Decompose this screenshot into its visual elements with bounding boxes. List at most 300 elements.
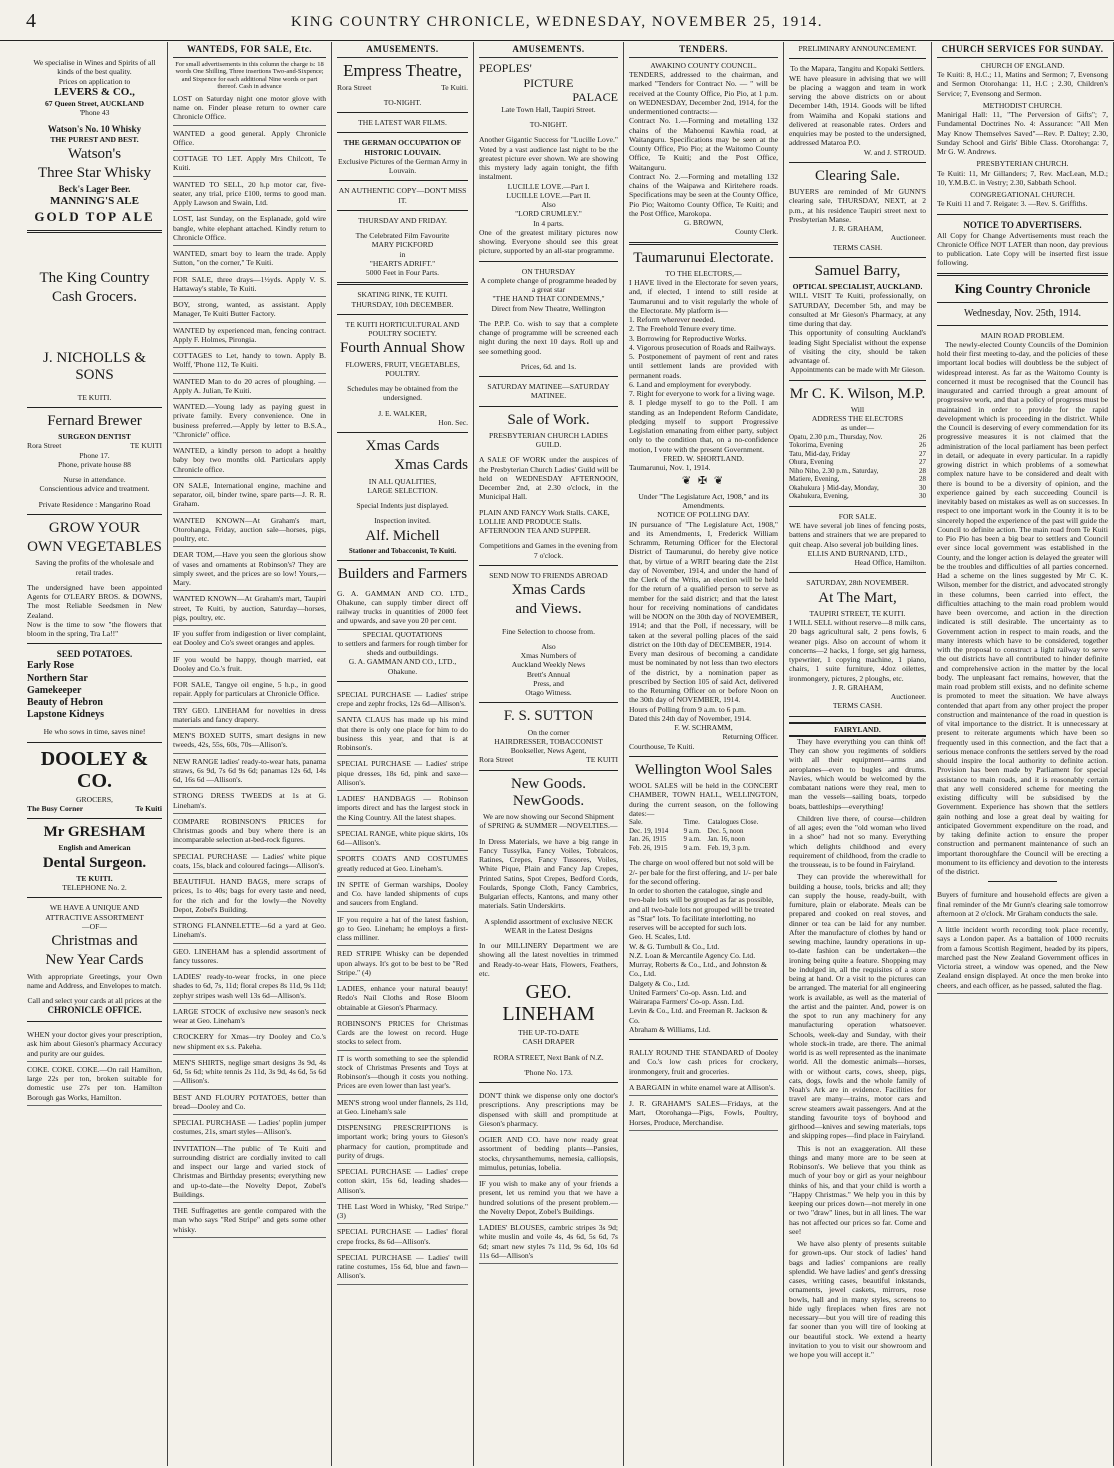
palace-line: SATURDAY MATINEE—SATURDAY MATINEE. <box>487 382 610 401</box>
grow-line: OWN VEGETABLES <box>27 539 162 556</box>
classified-ad: THE Suffragettes are gentle compared with the man who says "Red Stripe" and gets some other whisky. <box>173 1203 326 1238</box>
mart-line: At The Mart, <box>818 589 897 606</box>
polling-line: NOTICE OF POLLING DAY. <box>657 510 750 520</box>
service-line: Manirigal Hall: 11, "The Perversion of Gifts"; 7, Fundamental Doctrines No. 4: Assurance: "All Men May Know Themselves Saved"—Rev. P. Daltey; 2.30, Sunday School and Girls' Bible Class. Otorohanga: 7, Mr G. W. Andrews. <box>937 110 1108 157</box>
classified-ad: WANTED, a kindly person to adopt a healthy baby boy two months old. Particulars apply Chronicle office. <box>173 443 326 478</box>
michell-line: Special Indents just displayed. <box>356 501 449 511</box>
column-1 <box>22 42 168 1466</box>
grocers-line: The King Country <box>39 269 150 286</box>
xmas-line: Christmas and <box>51 933 138 950</box>
announce-line: PRELIMINARY ANNOUNCEMENT. <box>798 44 917 53</box>
quotations-line: to settlers and farmers for rough timber for sheds and outbuildings. <box>337 638 468 658</box>
clearing-line: J. R. GRAHAM, <box>831 224 884 233</box>
empress-line: 5000 Feet in Four Parts. <box>365 268 440 278</box>
classified-ad: FOR SALE, Tangye oil engine, 5 h.p., in good repair. Apply for particulars at Chronicle Office. <box>173 677 326 703</box>
newgoods-line: We are now showing our Second Shipment of SPRING & SUMMER —NOVELTIES.— <box>479 812 618 831</box>
quotations <box>337 630 468 676</box>
xmascards-line: Xmas Cards <box>511 582 586 599</box>
classified-ad: ROBINSON'S PRICES for Christmas Cards are the lowest on record. Huge stocks to select from. <box>337 1016 468 1051</box>
palace-line: In 4 parts. <box>533 218 564 228</box>
classified-ad: DON'T think we dispense only one doctor's prescriptions. Any prescriptions may be dispensed with skill and promptitude at Gieson's pharmacy. <box>479 1088 618 1132</box>
show-line: Schedules may be obtained from the undersigned. <box>347 384 458 403</box>
palace-line: "LORD CRUMLEY." <box>515 209 582 219</box>
column-6 <box>784 42 932 1466</box>
lineham-line: 'Phone No. 173. <box>524 1067 573 1077</box>
dooley-line: GROCERS, <box>76 794 113 804</box>
xmascards-line: and Views. <box>515 601 582 618</box>
work-line: PRESBYTERIAN CHURCH LADIES GUILD. <box>489 430 608 450</box>
forsale-line: Head Office, Hamilton. <box>854 558 926 567</box>
quotations-line: G. A. GAMMAN AND CO., LTD., Ohakune. <box>348 657 457 676</box>
gresham-ad <box>27 824 162 892</box>
palace-line: Also <box>541 200 556 210</box>
mart-line: J. R. GRAHAM, <box>831 682 884 692</box>
lineham-line: THE UP-TO-DATE <box>518 1028 579 1038</box>
dooley-ad <box>27 748 162 814</box>
xmas-cards-views-ad <box>479 571 618 698</box>
fairyland-paragraph: They have everything you can think of! They can show you regiments of soldiers with all their equipment—arms and aeroplanes—even to bugles and drums. Navies, which would be welcomed by the combatant nations were they real, men to man the vessels—sailing boats, torpedo boats, battleships—everything! <box>789 736 926 811</box>
taumarunui-line: 5. Postponement of payment of rent and rates until settlement lands are provided with permanent roads. <box>629 352 778 380</box>
gresham-line: English and American <box>58 843 131 853</box>
empress-line: The Celebrated Film Favourite <box>355 231 450 241</box>
table-cell: 28 <box>919 466 926 475</box>
barry-line: This opportunity of consulting Auckland's leading Sight Specialist without the expense of visiting the city, should be taken advantage of. <box>789 328 926 365</box>
table-cell: Niho Niho, 2.30 p.m., Saturday, <box>789 466 879 475</box>
polling-line: Courthouse, Te Kuiti. <box>629 741 695 751</box>
classified-ad: IF you wish to make any of your friends a present, let us remind you that we have a hundred solutions of the present problem.—the Novelty Depot, Zobel's Buildings. <box>479 1176 618 1220</box>
wilson-line: Will <box>850 404 865 414</box>
wool-line: WOOL SALES will be held in the CONCERT CHAMBER, TOWN HALL, WELLINGTON, during the current season, on the following dates:— <box>629 781 778 818</box>
xmascards-line: Xmas Numbers of <box>520 651 577 661</box>
mart-line: TAUPIRI STREET, TE KUITI. <box>809 608 906 618</box>
classified-ad: WANTED.—Young lady as paying guest in private family. Every convenience. One in business preferred.—Apply by letter to B.S.A., "Chronicle" office. <box>173 399 326 443</box>
wool-detail-line: W. & G. Turnbull & Co., Ltd. <box>629 941 720 951</box>
sale-of-work-ad <box>479 412 618 560</box>
lineham-line: CASH DRAPER <box>522 1037 575 1047</box>
classified-ad: IF you require a hat of the latest fashion, go to Geo. Lineham; he employs a first-class milliner. <box>337 912 468 947</box>
builders-title: Builders and Farmers <box>337 566 468 583</box>
awakino-council-ad <box>629 61 778 237</box>
forsale-line: FOR SALE. <box>838 511 877 521</box>
classified-ad: MEN'S SHIRTS, neglige smart designs 3s 9d, 4s 6d, 5s 6d; white tennis 2s 11d, 3s 9d, 4s 6d, 5s 6d —Allison's. <box>173 1055 326 1090</box>
table-cell: 30 <box>919 483 926 492</box>
empress-line: THE LATEST WAR FILMS. <box>358 118 447 128</box>
empress-line: Exclusive Pictures of the German Army in Louvain. <box>337 156 468 176</box>
palace-line: LUCILLE LOVE.—Part II. <box>506 190 591 200</box>
palace-line: TO-NIGHT. <box>529 120 568 130</box>
classified-ad: IN SPITE of German warships, Dooley and Co. have landed shipments of cups and saucers from England. <box>337 877 468 912</box>
wool-detail-line: Geo. H. Scales, Ltd. <box>629 932 691 942</box>
section-header: AMUSEMENTS. <box>337 44 468 58</box>
service-line: CONGREGATIONAL CHURCH. <box>970 190 1075 200</box>
polling-line: Every man desirous of becoming a candidate must be nominated by not less than two electors of the district, by a nomination paper as prescribed by Section 105 of said Act, delivered to the Returning Officer on or before Noon on the 30th day of NOVEMBER, 1914. <box>629 649 778 705</box>
sutton-line: Rora Street <box>479 755 514 765</box>
show-line: FLOWERS, FRUIT, VEGETABLES, POULTRY. <box>345 359 460 378</box>
palace-line: LUCILLE LOVE.—Part I. <box>507 181 590 191</box>
wool-line: Wellington Wool Sales <box>634 761 773 778</box>
council-line: Contract No. 1.—Forming and metalling 132 chains of the Mahoenui Kawhia road, at Waitanguru. Specifications may be seen at the County Office, Pio Pio; at the Waitomo County Office, Te Kuiti; and the Post Office, Waitanguru. <box>629 116 778 172</box>
work-line: AFTERNOON TEA AND SUPPER. <box>479 526 591 536</box>
mart-line: Auctioneer. <box>890 692 926 701</box>
classified-ad: NEW RANGE ladies' ready-to-wear hats, panama straws, 6s 9d, 7s 6d 9s 6d; panamas 12s 6d, 14s 6d, 16s 6d —Allison's. <box>173 754 326 789</box>
gresham-line: TE KUITI. <box>76 873 113 883</box>
newgoods-line: A splendid assortment of exclusive NECK WEAR in the Latest Designs <box>484 916 613 935</box>
column-2 <box>168 42 332 1466</box>
michell-line: Stationer and Tobacconist, Te Kuiti. <box>348 546 457 555</box>
new-goods-ad <box>479 776 618 979</box>
watsons-line: THE PUREST AND BEST. <box>50 134 139 144</box>
levers-text: Prices on application to <box>58 76 131 86</box>
classified-ad: WANTED KNOWN—At Graham's mart, Otorohanga, Friday, auction sale—horses, pigs, poultry, etc. <box>173 513 326 548</box>
wool-detail-line: The charge on wool offered but not sold will be 2/- per bale for the first offering, and 1/- per bale for the second offering. <box>629 858 778 886</box>
clearing-line: BUYERS are reminded of Mr GUNN'S clearing sale, THURSDAY, NEXT, at 2 p.m., at his residence Taupiri street next to Presbyterian Manse. <box>789 187 926 224</box>
classified-ad: IF you would be happy, though married, eat Dooley and Co.'s fruit. <box>173 652 326 678</box>
show-line: Fourth Annual Show <box>339 340 465 357</box>
michell-line: Xmas Cards <box>365 438 440 455</box>
work-line: Competitions and Games in the evening from 7 o'clock. <box>479 541 618 560</box>
table-cell: Feb. 26, 1915 <box>629 843 668 852</box>
watsons-line: Beck's Lager Beer. <box>58 184 131 195</box>
sutton-line: HAIRDRESSER, TOBACCONIST <box>494 736 603 746</box>
church-services <box>937 61 1108 209</box>
empress-line: Empress Theatre, <box>343 60 462 80</box>
for-sale-ad <box>789 512 926 568</box>
classified-ad: BOY, strong, wanted, as assistant. Apply Manager, Te Kuiti Butter Factory. <box>173 297 326 323</box>
page-number: 4 <box>26 10 36 32</box>
clearing-line: Clearing Sale. <box>815 167 900 184</box>
forsale-line: WE have several job lines of fencing posts, battens and strainers that we are prepared to quit cheap. Also several job building lines. <box>789 521 926 549</box>
forsale-line: ELLIS AND BURNAND, LTD., <box>807 548 908 558</box>
classified-ad: SPECIAL PURCHASE — Ladies' floral crepe frocks, 8s 6d—Allison's. <box>337 1224 468 1250</box>
dooley-line: The Busy Corner <box>27 803 84 813</box>
empress-line: THE GERMAN OCCUPATION OF HISTORIC LOUVAIN. <box>343 138 462 157</box>
table-header: Sale. <box>629 818 643 827</box>
table-cell: 9 a.m. <box>683 843 701 852</box>
skating-line: THURSDAY, 10th DECEMBER. <box>351 299 454 309</box>
taumarunui-line: I HAVE lived in the Electorate for seven years, and, if elected, I intend to still reside at Taumarunui and to visit regularly the whole of the Electorate. My platform is— <box>629 278 778 315</box>
watsons-line: Watson's <box>67 145 122 162</box>
classified-ad: CROCKERY for Xmas—try Dooley and Co.'s new shipment ex s.s. Pakeha. <box>173 1029 326 1055</box>
table-cell: Tokorima, Evening <box>789 441 843 450</box>
classified-ad: SPECIAL RANGE, white pique skirts, 10s 6d—Allison's. <box>337 826 468 852</box>
table-header-row <box>629 818 778 827</box>
palace-line: PALACE <box>572 90 618 105</box>
annual-show-ad <box>337 320 468 427</box>
notice-text: All Copy for Change Advertisements must reach the Chronicle Office NOT LATER than noon, day previous to publication. Late Copy will be inserted first issue following. <box>937 230 1108 268</box>
taumarunui-line: Taumarunui, Nov. 1, 1914. <box>629 463 711 473</box>
show-line: TE KUITI HORTICULTURAL AND POULTRY SOCIETY. <box>345 319 460 339</box>
classified-ad: INVITATION—The public of Te Kuiti and surrounding district are cordially invited to call and inspect our large and varied stock of Christmas and Birthday presents; everything new and up-to-date—the Novelty Depot, Zobel's Buildings. <box>173 1141 326 1204</box>
service-line: Te Kuiti 11 and 7. Reigate: 3. —Rev. S. Griffiths. <box>937 199 1088 209</box>
editorial-body <box>937 340 1108 877</box>
table-cell: Jan. 26, 1915 <box>629 835 667 844</box>
nicholls-ad <box>27 350 162 402</box>
fairyland-article <box>789 722 926 1360</box>
classified-ad: LADIES, enhance your natural beauty! Redo's Nail Cloths and Rose Bloom obtainable at Gieson's Pharmacy. <box>337 981 468 1016</box>
classified-list <box>629 1045 778 1131</box>
wool-detail-line: Abraham & Williams, Ltd. <box>629 1024 711 1034</box>
lineham-line: RORA STREET, Next Bank of N.Z. <box>493 1052 604 1062</box>
michell-line: LARGE SELECTION. <box>367 485 438 495</box>
brewer-line: Private Residence : Mangarino Road <box>38 499 151 509</box>
brewer-line: Phone 17. <box>79 450 110 460</box>
classified-ad: COTTAGES to Let, handy to town. Apply B. Wolff, 'Phone 112, Te Kuiti. <box>173 348 326 374</box>
table-cell: Feb. 19, 3 p.m. <box>707 843 750 852</box>
pharmacy-ad: WHEN your doctor gives your prescription, ask him about Gieson's pharmacy Accuracy and purity are our guides. <box>27 1027 162 1062</box>
palace-line: Another Gigantic Success for "Lucille Love." Voted by a vast audience last night to be the greatest picture ever shown. We are showing this mystery lady again tonight, the fifth instalment. <box>479 135 618 182</box>
xmascards-line: Brett's Annual <box>526 669 571 679</box>
polling-notice <box>629 492 778 751</box>
meetings-table <box>789 433 926 501</box>
table-cell: Opatu, 2.30 p.m., Thursday, Nov. <box>789 432 883 441</box>
classified-ad: WANTED a good general. Apply Chronicle Office. <box>173 126 326 152</box>
council-line: Contract No. 2.—Forming and metalling 132 chains of the Waipawa and Kiritehere roads. Specifications may be seen at the County Office, Pio Pio; Waitomo County Office, Te Kuiti; and the Post Office, Marokopa. <box>629 171 778 218</box>
classified-ad: SPECIAL PURCHASE — Ladies' crepe cotton skirt, 15s 6d, leading shades—Allison's. <box>337 1164 468 1199</box>
lineham-line: GEO. LINEHAM <box>502 981 595 1026</box>
wool-detail-line: Levin & Co., Ltd. and Freeman R. Jackson & Co. <box>629 1006 768 1025</box>
levers-text: We specialise in Wines and Spirits of all kinds of the best quality. <box>33 58 156 77</box>
polling-line: IN pursuance of "The Legislature Act, 1908," and its Amendments, I, Frederick William Schramm, Returning Officer for the Electoral District of Taumarunui, do hereby give notice that, by virtue of a WRIT bearing date the 21st day of November, 1914, and under the hand of the Clerk of the Writs, an election will be held for the return of a qualified person to serve as member for the said district; and that the latest hour for receiving nominations of candidates will be NOON on the 30th day of NOVEMBER, 1914; and that the Poll, if necessary, will be taken at the several polling places of the said district on the 10th day of DECEMBER, 1914. <box>629 519 778 649</box>
wool-details <box>629 858 778 1034</box>
notice-title: NOTICE TO ADVERTISERS. <box>963 219 1082 230</box>
table-header: Time. <box>683 818 700 827</box>
brewer-line: TE KUITI <box>130 441 162 451</box>
table-cell: 9 a.m. <box>683 835 701 844</box>
council-line: G. BROWN, <box>683 218 724 228</box>
news-item: Buyers of furniture and household effects are given a final reminder of the Mr Gunn's clearing sale tomorrow afternoon at 2 o'clock. Mr Graham conducts the sale. <box>937 887 1108 922</box>
work-line: PLAIN AND FANCY Work Stalls. CAKE, LOLLIE AND PRODUCE Stalls. <box>479 507 610 526</box>
watsons-ad <box>27 124 162 225</box>
classified-ad: COTTAGE TO LET. Apply Mrs Chilcott, Te Kuiti. <box>173 151 326 177</box>
builders-text: G. A. GAMMAN AND CO. LTD., Ohakune, can supply timber direct off railway trucks in quantities of 2000 feet and upwards, and save you 20 per cent. <box>337 586 468 630</box>
table-cell: Ohura, Evening <box>789 458 834 467</box>
editorial-date: Wednesday, Nov. 25th, 1914. <box>963 307 1082 319</box>
table-cell: Tatu, Mid-day, Friday <box>789 449 851 458</box>
xmascards-line: Press, and <box>533 678 564 688</box>
table-row <box>629 844 778 853</box>
palace-line: Direct from New Theatre, Wellington <box>491 303 606 313</box>
taumarunui-line: 6. Land and employment for everybody. <box>629 379 752 389</box>
sutton-ad <box>479 708 618 764</box>
wool-detail-line: In order to shorten the catalogue, single and two-bale lots will be grouped as far as possible, and all two-bale lots not grouped will be treated as "Star" lots. To facilitate interlotting, no reserves will be accepted for such lots. <box>629 886 775 932</box>
classified-ad: RALLY ROUND THE STANDARD of Dooley and Co.'s low cash prices for crockery, ironmongery, fruit and groceries. <box>629 1045 778 1080</box>
palace-line: "THE HAND THAT CONDEMNS," <box>492 294 605 304</box>
brewer-line: Phone, private house 88 <box>58 459 131 469</box>
levers-ad <box>27 58 162 118</box>
work-line: A SALE OF WORK under the auspices of the Presbyterian Church Ladies' Guild will be held on WEDNESDAY AFTERNOON, December 2nd, at 2.30 o'clock, in the Municipal Hall. <box>479 455 618 502</box>
announce-line: To the Mapara, Tangitu and Kopaki Settlers. <box>790 64 925 74</box>
classified-ad: TRY GEO. LINEHAM for novelties in dress materials and fancy drapery. <box>173 703 326 729</box>
table-cell: Okahukura, Evening, <box>789 492 849 501</box>
table-cell: Jan. 16, noon <box>707 835 746 844</box>
classified-ad: SPECIAL PURCHASE — Ladies' white pique coats, 15s, black and coloured facings—Allison's. <box>173 849 326 875</box>
grocers-ad <box>27 270 162 307</box>
service-line: PRESBYTERIAN CHURCH. <box>976 159 1069 169</box>
xmascards-line: SEND NOW TO FRIENDS ABROAD <box>489 570 608 580</box>
table-row <box>789 475 926 484</box>
classified-list <box>337 687 468 1285</box>
xmascards-line: Fine Selection to choose from. <box>501 626 595 636</box>
levers-address: 67 Queen Street, AUCKLAND <box>45 99 144 109</box>
brewer-ad <box>27 413 162 509</box>
nicholls-line: J. NICHOLLS & SONS <box>43 350 146 384</box>
classified-ad: SPECIAL PURCHASE — Ladies' poplin jumper costumes, 21s, smart styles—Allison's. <box>173 1115 326 1141</box>
classified-ad: LADIES' ready-to-wear frocks, in one piece shades to 6d, 7s, 11d; floral crepes 8s 11d, 9s 11d; zephyr stripes wash well 13s 6d—Allison's. <box>173 969 326 1004</box>
taumarunui-line: 1. Reform wherever needed. <box>629 315 716 325</box>
dooley-name: DOOLEY & CO. <box>40 747 149 792</box>
fairyland-title: FAIRYLAND. <box>789 722 926 737</box>
table-cell: Matiere, Evening, <box>789 475 840 484</box>
quotations-line: SPECIAL QUOTATIONS <box>362 629 443 639</box>
sutton-line: On the corner <box>527 727 570 737</box>
empress-line: MARY PICKFORD <box>371 240 434 250</box>
classified-ad: MEN'S BOXED SUITS, smart designs in new tweeds, 42s, 55s, 60s, 70s—Allison's. <box>173 728 326 754</box>
empress-theatre-ad <box>337 61 468 277</box>
announce-line: WE have pleasure in advising that we will be placing a waggon and team in work serving the above districts on or about December 14th, 1914. Goods will be lifted from Waimiha and Kopaki stations and delivered at reasonable rates. Orders and enquiries may be posted to the undersigned, addressed Mataroa P.O. <box>789 73 926 148</box>
classified-ad: SANTA CLAUS has made up his mind that there is only one place for him to do business this year, and that is at Robinson's. <box>337 712 468 756</box>
xmas-line: —OF— <box>82 921 107 931</box>
classified-ad: ON SALE, International engine, machine and separator, oil, binder twine, spare parts—J. R. R. Graham. <box>173 478 326 513</box>
classified-ad: STRONG FLANNELETTE—6d a yard at Geo. Lineham's. <box>173 918 326 944</box>
sutton-line: TE KUITI <box>586 755 618 765</box>
grow-line: The undersigned have been appointed Agents for O'LEARY BROS. & DOWNS, The most Reliable Seedsmen in New Zealand. <box>27 582 162 620</box>
classified-ad: WANTED, smart boy to learn the trade. Apply Sutton, "on the corner," Te Kuiti. <box>173 246 326 272</box>
fairyland-paragraph: Children live there, of course—children of all ages; even the "old woman who lived in a shoe" had not so many. Everything which delights childhood and every requirement of childhood, from the cradle to the trousseau, is to be found in Fairyland. <box>789 813 926 869</box>
newspaper-title: KING COUNTRY CHRONICLE, WEDNESDAY, NOVEMBER 25, 1914. <box>290 14 824 30</box>
classified-ad: DEAR TOM,—Have you seen the glorious show of vases and ornaments at Robinson's? They are simply sweet, and the prices are so low! Yours,—Mary. <box>173 547 326 591</box>
fairyland-paragraph: We have also plenty of presents suitable for grown-ups. Our stock of ladies' hand bags and ladies' companions are really splendid. We have ladies' and gent's dressing cases, writing cases, beautiful inkstands, ornaments, jewel caskets, mirrors, rose bowls, hall and in many styles, screens to hide ugly fireplaces when fires are not necessary—but you will tire of reading this far sooner than you will tire of looking at our beautiful stock. We extend a hearty invitation to you to visit our showroom and we hope you will accept it." <box>789 1239 926 1359</box>
michell-ad <box>337 438 468 555</box>
service-line: METHODIST CHURCH. <box>982 100 1063 110</box>
table-row <box>789 458 926 467</box>
potatoes-title: SEED POTATOES. <box>56 649 133 660</box>
classified-ad: GEO. LINEHAM has a splendid assortment of fancy tussores. <box>173 944 326 970</box>
potato-variety: Gamekeeper <box>27 684 82 696</box>
classified-ad: SPECIAL PURCHASE — Ladies' stripe pique dresses, 18s 6d, pink and saxe—Allison's. <box>337 756 468 791</box>
michell-line: Alf. Michell <box>365 527 440 544</box>
classified-ad: THE Last Word in Whisky, "Red Stripe." (3) <box>337 1199 468 1225</box>
gresham-line: TELEPHONE No. 2. <box>62 883 127 893</box>
barry-line: OPTICAL SPECIALIST, AUCKLAND. <box>792 282 923 291</box>
grow-line: GROW YOUR <box>48 519 141 536</box>
classified-list <box>479 1088 618 1264</box>
council-line: County Clerk. <box>734 227 778 237</box>
column-4 <box>474 42 624 1466</box>
table-row <box>629 835 778 844</box>
classified-ad: FOR SALE, three drays—1½yds. Apply V. S. Hattaway's stable, Te Kuiti. <box>173 272 326 298</box>
xmas-line: WE HAVE A UNIQUE AND ATTRACTIVE ASSORTMENT <box>45 903 144 922</box>
wool-sales-table <box>629 818 778 852</box>
taumarunui-line: 3. Borrowing for Reproductive Works. <box>629 333 747 343</box>
empress-line: TO-NIGHT. <box>383 97 422 107</box>
watsons-line: GOLD TOP ALE <box>34 208 155 224</box>
newgoods-line: New Goods. NewGoods. <box>511 775 586 809</box>
table-header: Catalogues Close. <box>707 818 759 827</box>
barry-line: Appointments can be made with Mr Gieson. <box>790 365 925 375</box>
palace-line: The P.P.P. Co. wish to say that a complete change of programme will be screened each night during the next 10 days. Roll up and see something good. <box>479 318 618 356</box>
classified-ad: SPORTS COATS AND COSTUMES greatly reduced at Geo. Lineham's. <box>337 851 468 877</box>
column-3 <box>332 42 474 1466</box>
classified-ad: A BARGAIN in white enamel ware at Allison's. <box>629 1080 778 1096</box>
wilson-line: ADDRESS THE ELECTORS <box>811 414 904 423</box>
empress-line: Te Kuiti. <box>441 82 468 92</box>
council-line: TENDERS, addressed to the chairman, and marked "Tenders for Contract No. — " will be received at the County Office, Pio Pio, at 1 p.m. on WEDNESDAY, December 2nd, 1914, for the undermentioned contracts:— <box>629 70 778 117</box>
table-cell: 26 <box>919 441 926 450</box>
taumarunui-line: Taumarunui Electorate. <box>633 249 774 266</box>
classified-ad: WANTED KNOWN—At Graham's mart, Taupiri street, Te Kuiti, by auction, Saturday—horses, pigs, poultry, etc. <box>173 591 326 626</box>
wool-detail-line: Dalgety & Co., Ltd. <box>629 978 690 988</box>
clearing-sale-ad <box>789 168 926 252</box>
mart-ad <box>789 578 926 710</box>
table-cell: 27 <box>919 449 926 458</box>
table-row <box>789 433 926 442</box>
empress-line: "HEARTS ADRIFT." <box>369 258 436 268</box>
empress-line: THURSDAY AND FRIDAY. <box>358 215 447 225</box>
michell-line: Xmas Cards <box>394 457 468 474</box>
fairyland-paragraph: This is not an exaggeration. All these things and many more are to be seen at Robinson's. We believe that you think as much of your boy or girl as your neighbour thinks of his, and that your child is worth a "Happy Christmas." We help you in this by keeping our prices down—not merely in one or two "draw" lines, but in all lines. The war has not affected our prices so far. Come and see! <box>789 1143 926 1236</box>
table-cell: 9 a.m. <box>683 826 701 835</box>
service-line: Te Kuiti: 11, Mr Gillanders; 7, Rev. MacLean, M.D.; 10, Y.M.B.C. in Vestry; 2.30, Sabbath School. <box>937 168 1108 187</box>
table-cell: Okahukura } Mid-day, Monday, <box>789 483 879 492</box>
dooley-line: Te Kuiti <box>135 803 162 813</box>
polling-line: Dated this 24th day of November, 1914. <box>629 713 752 723</box>
show-line: J. E. WALKER, <box>378 408 427 418</box>
table-row <box>789 441 926 450</box>
barry-line: WILL VISIT Te Kuiti, professionally, on SATURDAY, December 5th, and may be consulted at Mr Gieson's Pharmacy, at any time during that day. <box>789 291 926 328</box>
potato-variety: Northern Star <box>27 672 88 684</box>
skating-line: SKATING RINK, TE KUITI. <box>357 290 448 300</box>
wilson-line: Mr C. K. Wilson, M.P. <box>789 385 926 402</box>
gresham-line: Mr GRESHAM <box>43 824 146 841</box>
palace-line: One of the greatest military pictures now showing. Everyone should see this great picture, supported by an all-star programme. <box>479 227 618 256</box>
classified-ad: LOST, last Sunday, on the Esplanade, gold wire bangle, white elephant attached. Kindly return to Chronicle Office. <box>173 211 326 246</box>
palace-line: PICTURE <box>523 75 574 90</box>
levers-name: LEVERS & CO., <box>54 85 135 98</box>
coke-ad: COKE. COKE. COKE.—On rail Hamilton, large 22s per ton, broken suitable for domestic use 27s per ton. Hamilton Borough gas Works, Hamilton. <box>27 1062 162 1106</box>
classified-ad: BEST AND FLOURY POTATOES, better than bread—Dooley and Co. <box>173 1090 326 1116</box>
taumarunui-line: 2. The Freehold Tenure every time. <box>629 324 736 334</box>
classified-ad: IT is worth something to see the splendid stock of Christmas Presents and Toys at Robinson's—though it costs you nothing. Prices are even lower than last year's. <box>337 1051 468 1095</box>
michell-line: IN ALL QUALITIES, <box>368 476 437 486</box>
table-row <box>789 492 926 501</box>
paper-name: King Country Chronicle <box>954 280 1091 296</box>
classified-ad: COMPARE ROBINSON'S PRICES for Christmas goods and buy where there is an incomparable selection at-bed-rock figures. <box>173 814 326 849</box>
empress-line: Rora Street <box>337 82 372 92</box>
rates-notice: For small advertisements in this column the charge is: 18 words One Shilling, Three insertions Two-and-Sixpence; and Sixpence for each additional Nine words or part thereof. Cash in advance <box>175 60 324 91</box>
fairyland-paragraph: They can provide the wherewithall for building a house, tools, bricks and all; they can supply the house, ready-built, with furniture, plain or elaborate. Meals can be prepared and cooked on real stoves, and dinner or tea can be laid for any number. After the manufacture of clothes by hand or sewing machine, laundry operations in up-to-date fashion can be undertaken—the ironing being quite a feature. Shopping may be indulged in, all the requisites of a store being at hand. Or a visit to the pictures can be arranged. The material for all engineering work is available, as well as the material of the artist and the painter. And, power is on the spot to run any machinery for any manufacturing operation whatsoever. Schools, week-day and Sunday, with their whole stock-in trade, are there. The animal world is as well represented as the inanimate world. All the domestic animals—horses, with or without carts, cows, sheep, pigs, cats, dogs, fowls and the whole family of Noah's Ark are in evidence. Facilities for travel are many—trains, motor cars and screw steamers await passengers. And at the standing favourite toys of boyhood and girlhood—knives and sewing materials, tops and skipping ropes—find place in Fairyland. <box>789 872 926 1141</box>
taumarunui-line: 8. I pledge myself to go to the Poll. I am standing as an Independent Reform Candidate, pledging myself to support Progressive Legislation emanating from either party, subject only to the condition that, on a no-confidence motion, I vote with the present Government. <box>629 398 778 454</box>
classified-ad: SPECIAL PURCHASE — Ladies' stripe crepe and zephr frocks, 12s 6d—Allison's. <box>337 687 468 713</box>
polling-line: Hours of Polling from 9 a.m. to 6 p.m. <box>629 704 746 714</box>
brewer-line: Nurse in attendance. <box>63 475 126 485</box>
xmas-cards-ad <box>27 903 162 1016</box>
column-5 <box>624 42 784 1466</box>
coat-of-arms-icon: ❦ ✠ ❦ <box>681 475 726 488</box>
potatoes-ad <box>27 649 162 736</box>
grocers-line: Cash Grocers. <box>52 288 137 305</box>
brewer-line: SURGEON DENTIST <box>58 432 131 442</box>
clearing-line: TERMS CASH. <box>832 242 883 252</box>
table-cell: 30 <box>919 492 926 501</box>
classified-ad: BEAUTIFUL HAND BAGS, mere scraps of prices, 1s to 40s; bags for every taste and need, for the rich and for the lowly—the Novelty Depot, Zobel's Building. <box>173 874 326 918</box>
brewer-line: Fernard Brewer <box>47 412 142 429</box>
palace-line: Prices, 6d. and 1s. <box>520 361 577 371</box>
table-cell: 26 <box>919 432 926 441</box>
grow-ad <box>27 520 162 639</box>
mart-line: TERMS CASH. <box>832 701 883 711</box>
potatoes-slogan: He who sows in time, saves nine! <box>43 727 146 737</box>
announce-line: W. and J. STROUD. <box>863 147 926 157</box>
